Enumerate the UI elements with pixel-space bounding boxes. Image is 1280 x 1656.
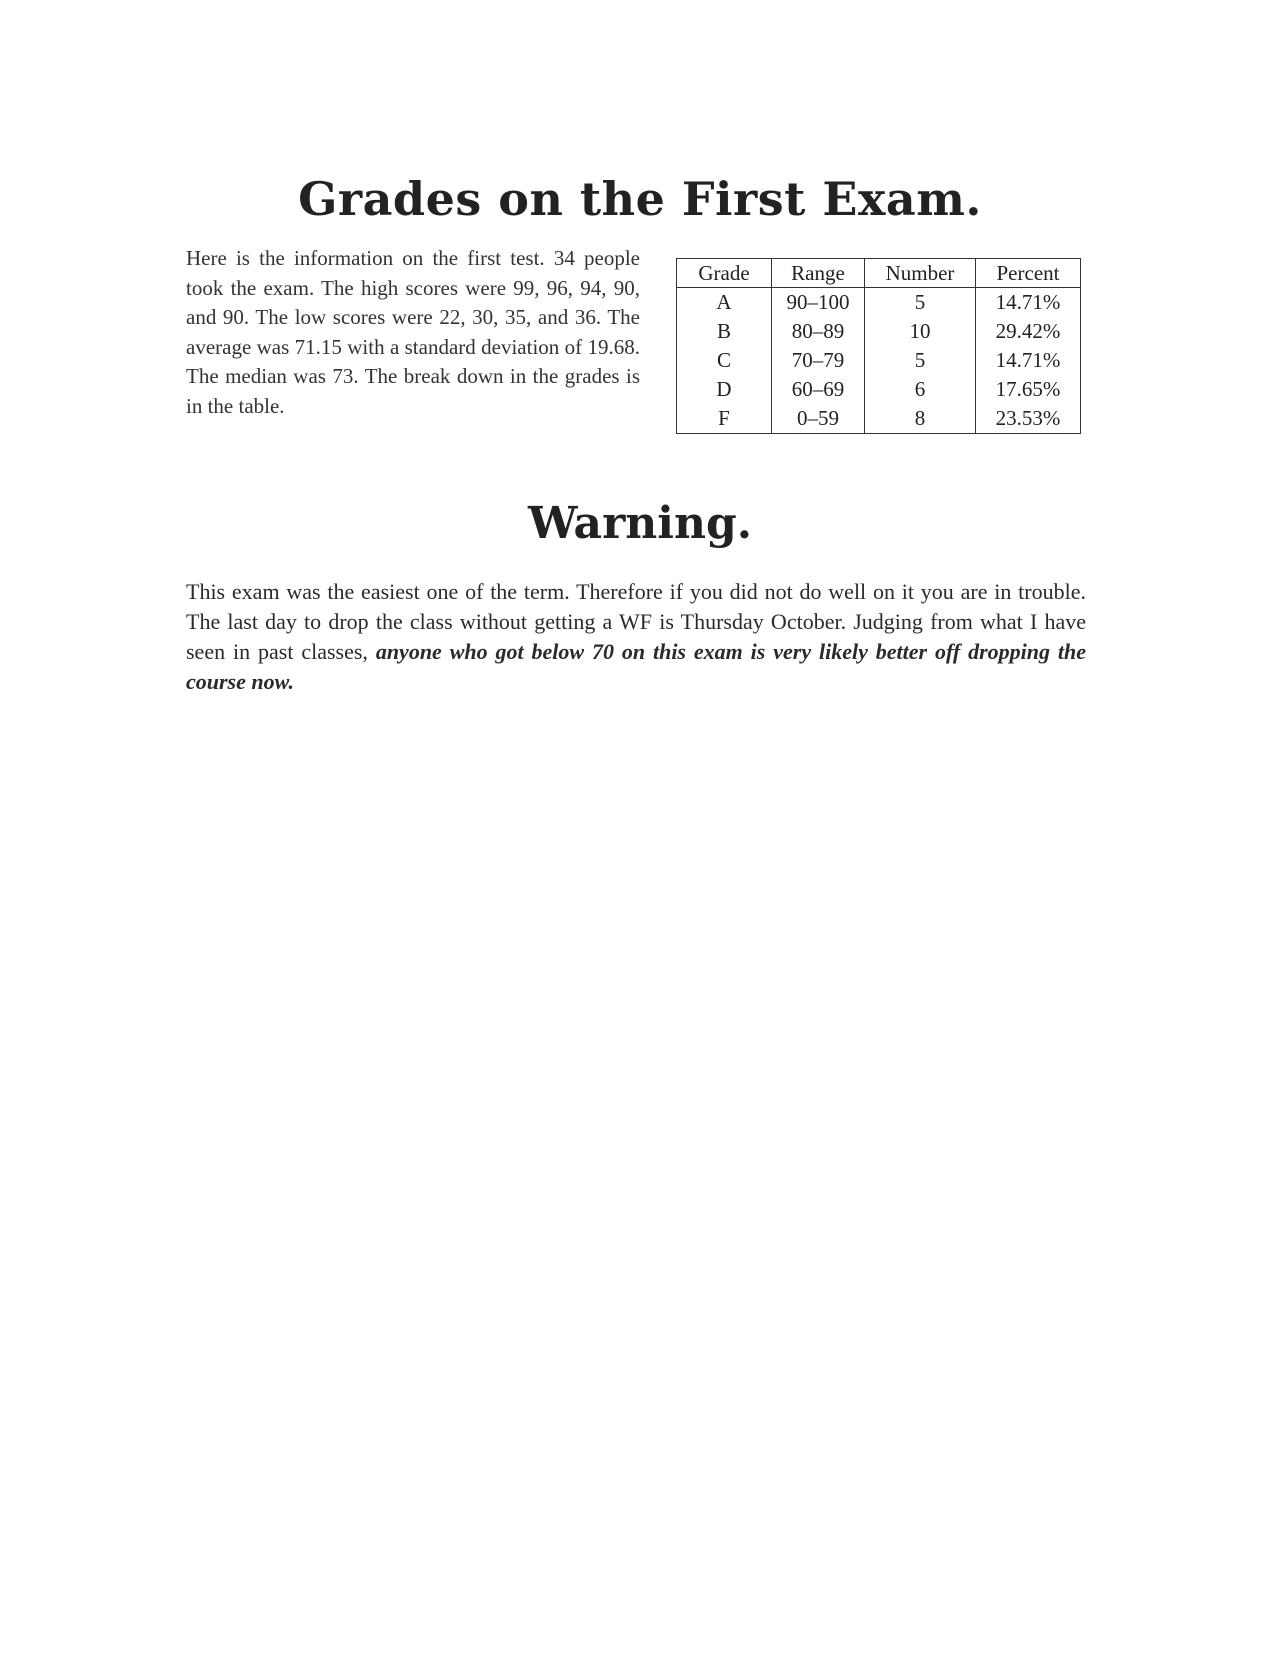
cell-grade: A (716, 290, 732, 314)
cell-number: 5 (865, 288, 976, 318)
cell-grade: F (718, 406, 730, 430)
page-title: Grades on the First Exam. (298, 172, 982, 226)
table-row (677, 346, 1081, 375)
header-range: Range (772, 259, 865, 288)
cell-number: 6 (865, 375, 976, 404)
cell-range: 90–100 (772, 288, 865, 318)
warning-text: This exam was the easiest one of the term. Therefore if you did not do well on it you are in trouble. The last day to drop the class without getting a WF is Thursday October. Judging from what I have seen in past classes, (186, 579, 1086, 664)
table-row (677, 288, 1081, 318)
cell-percent: 29.42% (976, 317, 1081, 346)
cell-percent: 14.71% (976, 346, 1081, 375)
cell-grade: C (716, 348, 731, 372)
header-number: Number (865, 259, 976, 288)
cell-percent: 14.71% (976, 288, 1081, 318)
cell-grade: D (716, 377, 732, 401)
header-grade: Grade (677, 259, 772, 288)
warning-emphasis: anyone who got below 70 on this exam is very likely better off dropping the course now. (186, 639, 1086, 694)
cell-grade: B (716, 319, 731, 343)
cell-number: 5 (865, 346, 976, 375)
header-percent: Percent (976, 259, 1081, 288)
table-row (677, 404, 1081, 434)
cell-range: 70–79 (772, 346, 865, 375)
grades-table (676, 258, 1081, 434)
cell-range: 80–89 (772, 317, 865, 346)
warning-title: Warning. (527, 498, 753, 549)
cell-range: 0–59 (772, 404, 865, 434)
cell-range: 60–69 (772, 375, 865, 404)
cell-number: 10 (865, 317, 976, 346)
table-row (677, 375, 1081, 404)
cell-percent: 17.65% (976, 375, 1081, 404)
intro-paragraph: Here is the information on the first test. 34 people took the exam. The high scores were 99, 96, 94, 90, and 90. The low scores were 22, 30, 35, and 36. The average was 71.15 with a standard deviation of 19.68. The median was 73. The break down in the grades is in the table. (186, 246, 640, 418)
table-header-row (677, 259, 1081, 288)
warning-paragraph (186, 577, 1086, 697)
table-row (677, 317, 1081, 346)
cell-number: 8 (865, 404, 976, 434)
cell-percent: 23.53% (976, 404, 1081, 434)
